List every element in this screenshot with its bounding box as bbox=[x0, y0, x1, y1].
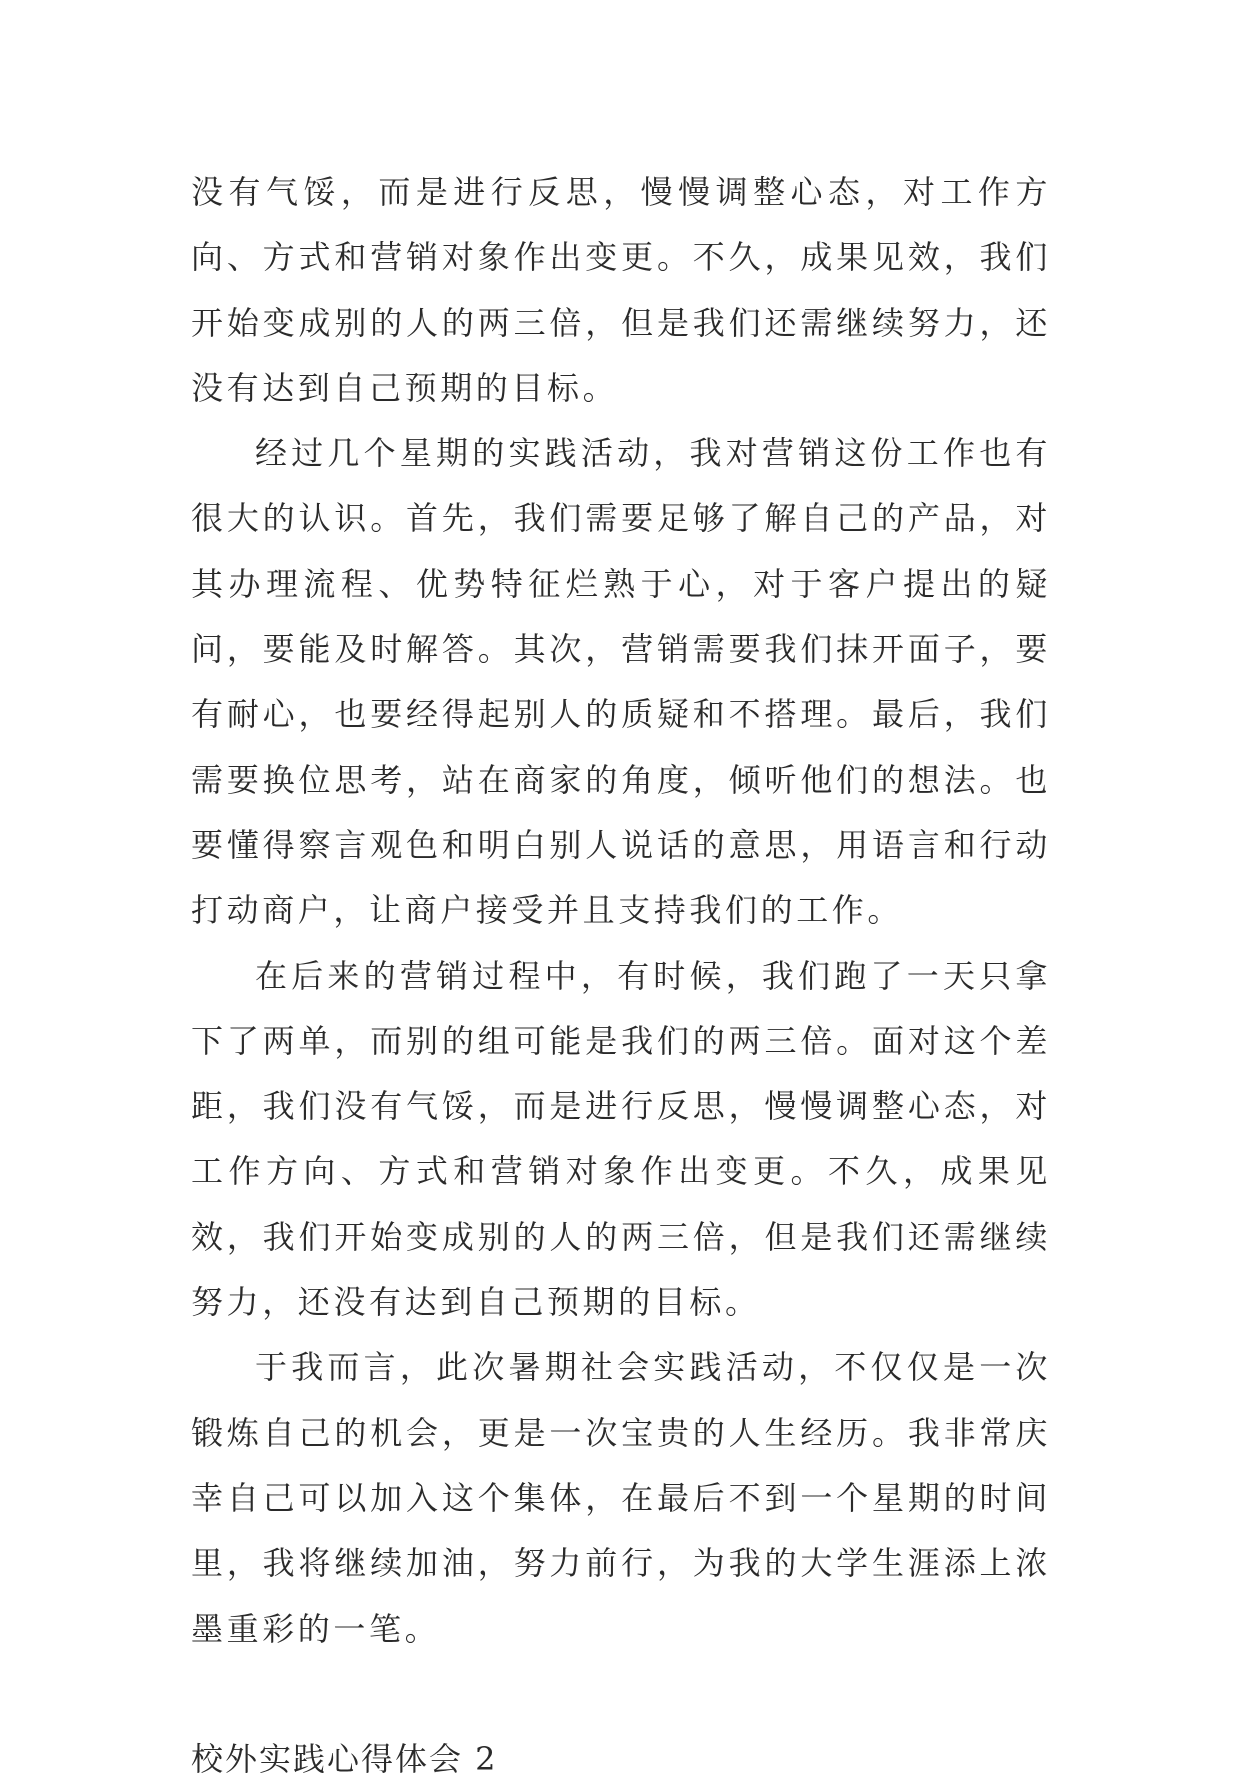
paragraph-later-process: 在后来的营销过程中，有时候，我们跑了一天只拿下了两单，而别的组可能是我们的两三倍。面对这个差距，我们没有气馁，而是进行反思，慢慢调整心态，对工作方向、方式和营销对象作出变更。不久，成果见效，我们开始变成别的人的两三倍，但是我们还需继续努力，还没有达到自己预期的目标。 bbox=[191, 956, 1051, 1322]
paragraph-conclusion: 于我而言，此次暑期社会实践活动，不仅仅是一次锻炼自己的机会，更是一次宝贵的人生经历。我非常庆幸自己可以加入这个集体，在最后不到一个星期的时间里，我将继续加油，努力前行，为我的大学生涯添上浓墨重彩的一笔。 bbox=[191, 1348, 1051, 1648]
paragraph-marketing-insights: 经过几个星期的实践活动，我对营销这份工作也有很大的认识。首先，我们需要足够了解自己的产品，对其办理流程、优势特征烂熟于心，对于客户提出的疑问，要能及时解答。其次，营销需要我们抹开面子，要有耐心，也要经得起别人的质疑和不搭理。最后，我们需要换位思考，站在商家的角度，倾听他们的想法。也要懂得察言观色和明白别人说话的意思，用语言和行动打动商户，让商户接受并且支持我们的工作。 bbox=[191, 434, 1051, 930]
paragraph-continued: 没有气馁，而是进行反思，慢慢调整心态，对工作方向、方式和营销对象作出变更。不久，成果见效，我们开始变成别的人的两三倍，但是我们还需继续努力，还没有达到自己预期的目标。 bbox=[191, 173, 1051, 407]
section-title: 校外实践心得体会 2 bbox=[191, 1740, 498, 1779]
section-spacer bbox=[191, 1662, 1051, 1727]
document-body bbox=[191, 160, 1051, 1792]
